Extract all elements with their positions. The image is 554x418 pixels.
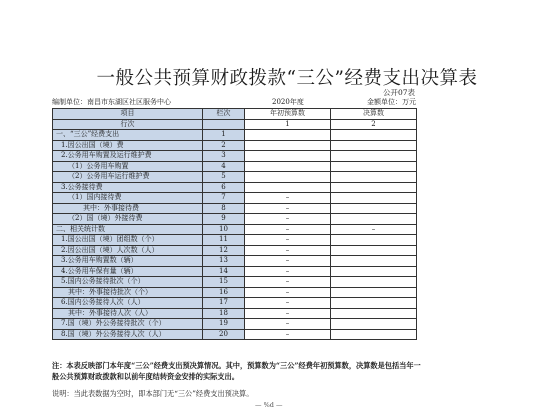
row-final — [331, 214, 417, 225]
subheader-blank — [203, 119, 245, 130]
subheader-row-label: 行次 — [53, 119, 203, 130]
form-number: 公开07表 — [382, 88, 415, 97]
row-budget: – — [245, 287, 331, 298]
row-name: 2.公务用车购置及运行维护费 — [53, 151, 203, 162]
table-row — [53, 266, 417, 277]
row-budget: – — [245, 308, 331, 319]
table-row — [53, 235, 417, 246]
row-line-no: 8 — [203, 203, 245, 214]
table-row — [53, 277, 417, 288]
row-budget: – — [245, 224, 331, 235]
row-final — [331, 319, 417, 330]
row-line-no: 7 — [203, 193, 245, 204]
table-row — [53, 224, 417, 235]
row-final — [331, 172, 417, 183]
row-line-no: 15 — [203, 277, 245, 288]
row-final — [331, 235, 417, 246]
row-final — [331, 298, 417, 309]
table-row — [53, 256, 417, 267]
subheader-col2: 2 — [331, 119, 417, 130]
row-name: 8.国（境）外公务接待人次（人） — [53, 329, 203, 340]
row-budget: – — [245, 277, 331, 288]
reporting-unit: 编制单位：南昌市东湖区社区服务中心 — [52, 98, 171, 106]
row-final — [331, 245, 417, 256]
row-name: 3.公务用车购置数（辆） — [53, 256, 203, 267]
table-row — [53, 308, 417, 319]
row-final — [331, 203, 417, 214]
row-line-no: 1 — [203, 130, 245, 141]
table-row — [53, 287, 417, 298]
row-final — [331, 308, 417, 319]
table-row — [53, 172, 417, 183]
table-row — [53, 140, 417, 151]
header-line-no: 栏次 — [203, 109, 245, 120]
row-line-no: 13 — [203, 256, 245, 267]
row-line-no: 20 — [203, 329, 245, 340]
row-budget: – — [245, 266, 331, 277]
row-final — [331, 193, 417, 204]
row-line-no: 16 — [203, 287, 245, 298]
header-final: 决算数 — [331, 109, 417, 120]
row-budget: – — [245, 245, 331, 256]
row-line-no: 6 — [203, 182, 245, 193]
row-name: 2.因公出国（境）人次数（人） — [53, 245, 203, 256]
row-line-no: 18 — [203, 308, 245, 319]
row-name: （1）公务用车购置 — [53, 161, 203, 172]
row-name: 6.国内公务接待人次（人） — [53, 298, 203, 309]
row-budget: – — [245, 193, 331, 204]
table-row — [53, 298, 417, 309]
row-name: （1）国内接待费 — [53, 193, 203, 204]
row-name: （2）国（境）外接待费 — [53, 214, 203, 225]
row-final — [331, 266, 417, 277]
row-final — [331, 277, 417, 288]
row-final — [331, 161, 417, 172]
subheader-col1: 1 — [245, 119, 331, 130]
row-line-no: 11 — [203, 235, 245, 246]
row-final — [331, 140, 417, 151]
table-row — [53, 130, 417, 141]
row-name: 其中：外事接待费 — [53, 203, 203, 214]
header-budget: 年初预算数 — [245, 109, 331, 120]
row-line-no: 10 — [203, 224, 245, 235]
page-number: — %d — — [255, 401, 283, 409]
table-note: 注：本表反映部门本年度“三公”经费支出预决算情况。其中，预算数为“三公”经费年初预算数，决算数是包括当年一般公共预算财政拨款和以前年度结转资金安排的实际支出。 — [52, 361, 421, 381]
row-budget — [245, 172, 331, 183]
row-budget: – — [245, 298, 331, 309]
row-final — [331, 130, 417, 141]
row-final — [331, 256, 417, 267]
row-name: 5.国内公务接待批次（个） — [53, 277, 203, 288]
table-row — [53, 193, 417, 204]
row-budget: – — [245, 214, 331, 225]
row-final — [331, 287, 417, 298]
table-row — [53, 214, 417, 225]
expenditure-table — [52, 108, 417, 340]
row-line-no: 5 — [203, 172, 245, 183]
row-name: （2）公务用车运行维护费 — [53, 172, 203, 183]
row-name: 3.公务接待费 — [53, 182, 203, 193]
table-header-row — [53, 109, 417, 120]
report-title: 一般公共预算财政拨款“三公”经费支出决算表 — [96, 68, 478, 89]
row-budget — [245, 130, 331, 141]
table-row — [53, 329, 417, 340]
row-budget: – — [245, 235, 331, 246]
row-name: 一、“三公”经费支出 — [53, 130, 203, 141]
row-budget — [245, 161, 331, 172]
table-explanation: 说明：当此表数据为空时，即本部门无“三公”经费支出预决算。 — [52, 389, 254, 398]
row-line-no: 12 — [203, 245, 245, 256]
row-budget — [245, 182, 331, 193]
row-name: 其中：外事接待人次（人） — [53, 308, 203, 319]
row-line-no: 3 — [203, 151, 245, 162]
row-name: 其中：外事接待批次（个） — [53, 287, 203, 298]
row-budget — [245, 151, 331, 162]
fiscal-year: 2020年度 — [272, 98, 304, 106]
row-final — [331, 151, 417, 162]
row-budget — [245, 140, 331, 151]
currency-unit: 金额单位：万元 — [367, 98, 416, 106]
table-row — [53, 182, 417, 193]
row-line-no: 4 — [203, 161, 245, 172]
row-name: 二、相关统计数 — [53, 224, 203, 235]
table-row — [53, 245, 417, 256]
row-final: – — [331, 224, 417, 235]
row-line-no: 19 — [203, 319, 245, 330]
table-row — [53, 151, 417, 162]
row-name: 4.公务用车保有量（辆） — [53, 266, 203, 277]
row-line-no: 2 — [203, 140, 245, 151]
row-name: 7.国（境）外公务接待批次（个） — [53, 319, 203, 330]
table-row — [53, 203, 417, 214]
table-row — [53, 319, 417, 330]
row-line-no: 9 — [203, 214, 245, 225]
row-budget: – — [245, 203, 331, 214]
row-name: 1.国公出国（境）团组数（个） — [53, 235, 203, 246]
row-line-no: 17 — [203, 298, 245, 309]
row-name: 1.因公出国（境）费 — [53, 140, 203, 151]
header-item: 项目 — [53, 109, 203, 120]
table-subheader-row — [53, 119, 417, 130]
row-final — [331, 182, 417, 193]
row-final — [331, 329, 417, 340]
row-line-no: 14 — [203, 266, 245, 277]
table-row — [53, 161, 417, 172]
row-budget: – — [245, 256, 331, 267]
row-budget: – — [245, 319, 331, 330]
row-budget: – — [245, 329, 331, 340]
